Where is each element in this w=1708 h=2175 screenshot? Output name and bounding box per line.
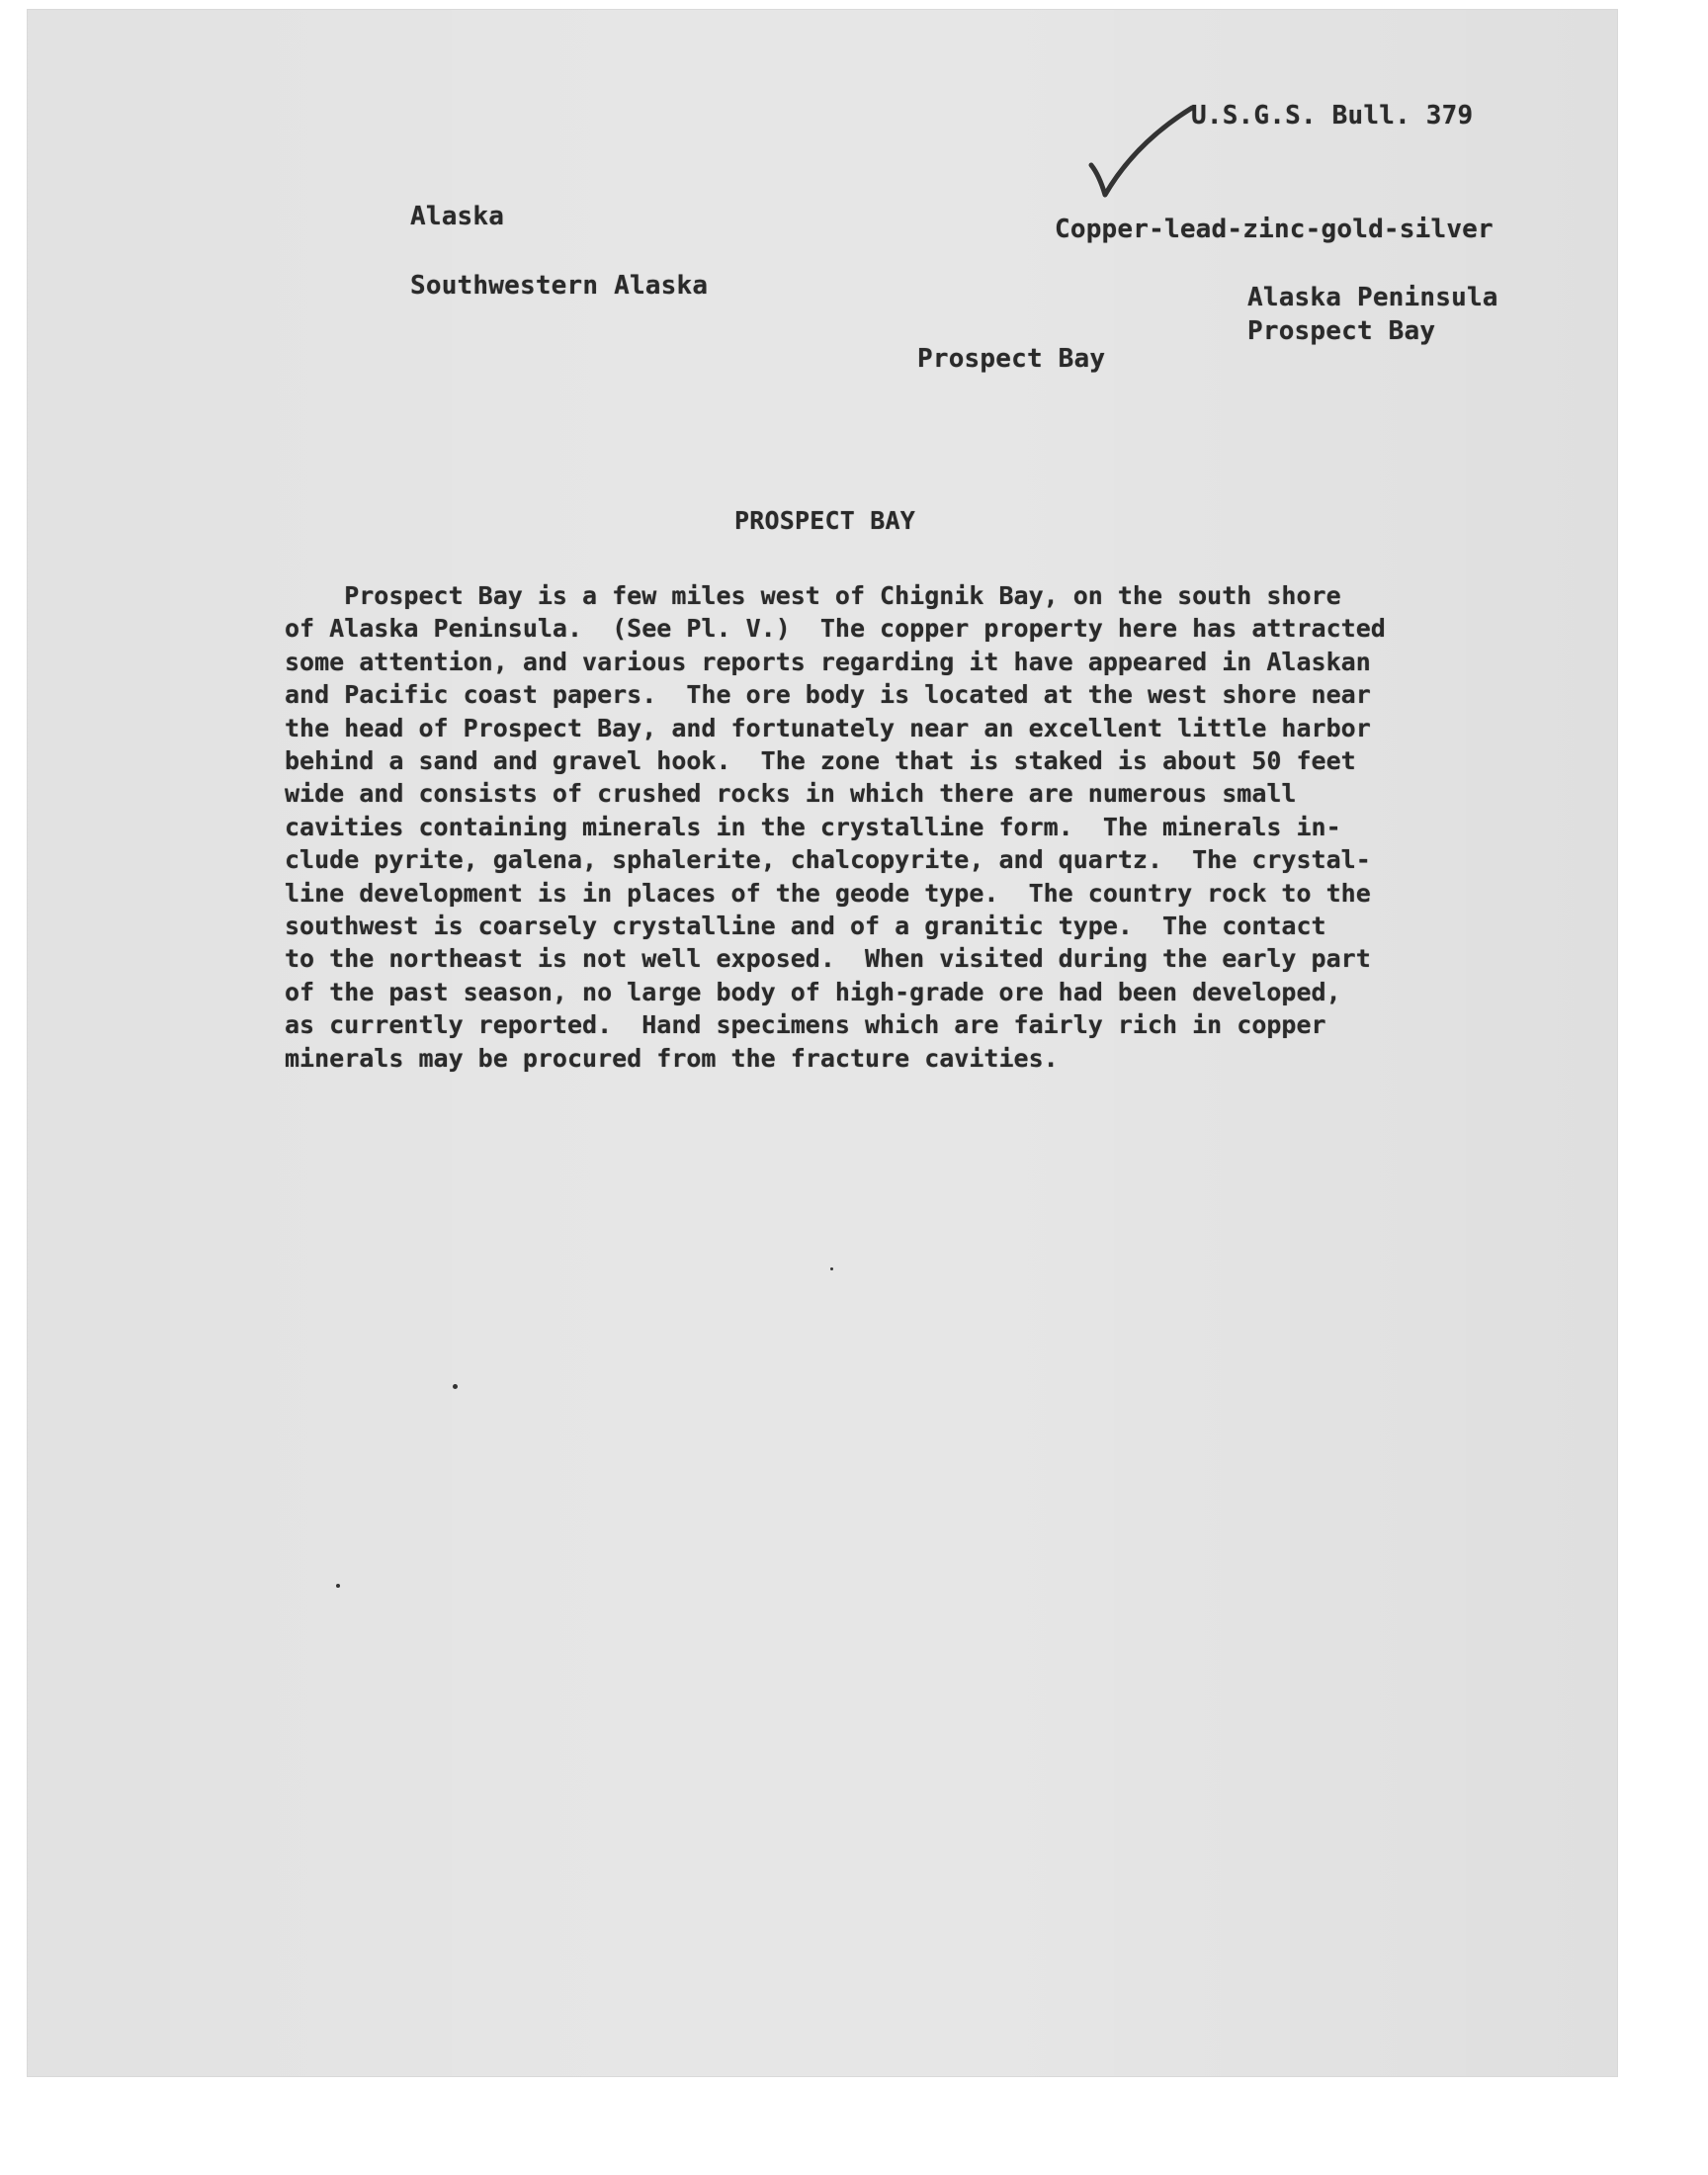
body-line: and Pacific coast papers. The ore body is located at the west shore near: [285, 680, 1371, 710]
body-line: the head of Prospect Bay, and fortunately near an excellent little harbor: [285, 713, 1371, 742]
body-line: cavities containing minerals in the crystalline form. The minerals in-: [285, 812, 1341, 841]
locality-label: Prospect Bay: [917, 344, 1106, 374]
area-label: Alaska Peninsula: [1247, 283, 1498, 312]
paper-speck: [830, 1267, 833, 1270]
region-label: Southwestern Alaska: [410, 271, 709, 301]
paper-speck: [336, 1584, 340, 1588]
body-line: clude pyrite, galena, sphalerite, chalcopyrite, and quartz. The crystal-: [285, 845, 1371, 875]
body-line: of Alaska Peninsula. (See Pl. V.) The copper property here has attracted: [285, 614, 1386, 644]
body-line: behind a sand and gravel hook. The zone that is staked is about 50 feet: [285, 746, 1356, 776]
body-paragraph: [285, 579, 1510, 1075]
body-line: to the northeast is not well exposed. When visited during the early part: [285, 944, 1371, 974]
area-sublabel: Prospect Bay: [1247, 316, 1436, 346]
body-line: wide and consists of crushed rocks in which there are numerous small: [285, 779, 1297, 809]
bulletin-reference: U.S.G.S. Bull. 379: [1191, 101, 1474, 130]
body-line: Prospect Bay is a few miles west of Chignik Bay, on the south shore: [285, 581, 1341, 610]
state-label: Alaska: [410, 202, 505, 231]
body-line: of the past season, no large body of high-grade ore had been developed,: [285, 977, 1341, 1006]
body-line: some attention, and various reports regarding it have appeared in Alaskan: [285, 647, 1371, 676]
paper-speck: [453, 1384, 458, 1389]
body-line: as currently reported. Hand specimens which are fairly rich in copper: [285, 1010, 1326, 1040]
checkmark-icon: [1085, 104, 1194, 213]
body-line: line development is in places of the geode type. The country rock to the: [285, 878, 1371, 908]
document-title: PROSPECT BAY: [734, 506, 916, 535]
commodity-label: Copper-lead-zinc-gold-silver: [1055, 215, 1494, 244]
body-line: minerals may be procured from the fracture cavities.: [285, 1043, 1059, 1073]
body-line: southwest is coarsely crystalline and of a granitic type. The contact: [285, 912, 1326, 941]
